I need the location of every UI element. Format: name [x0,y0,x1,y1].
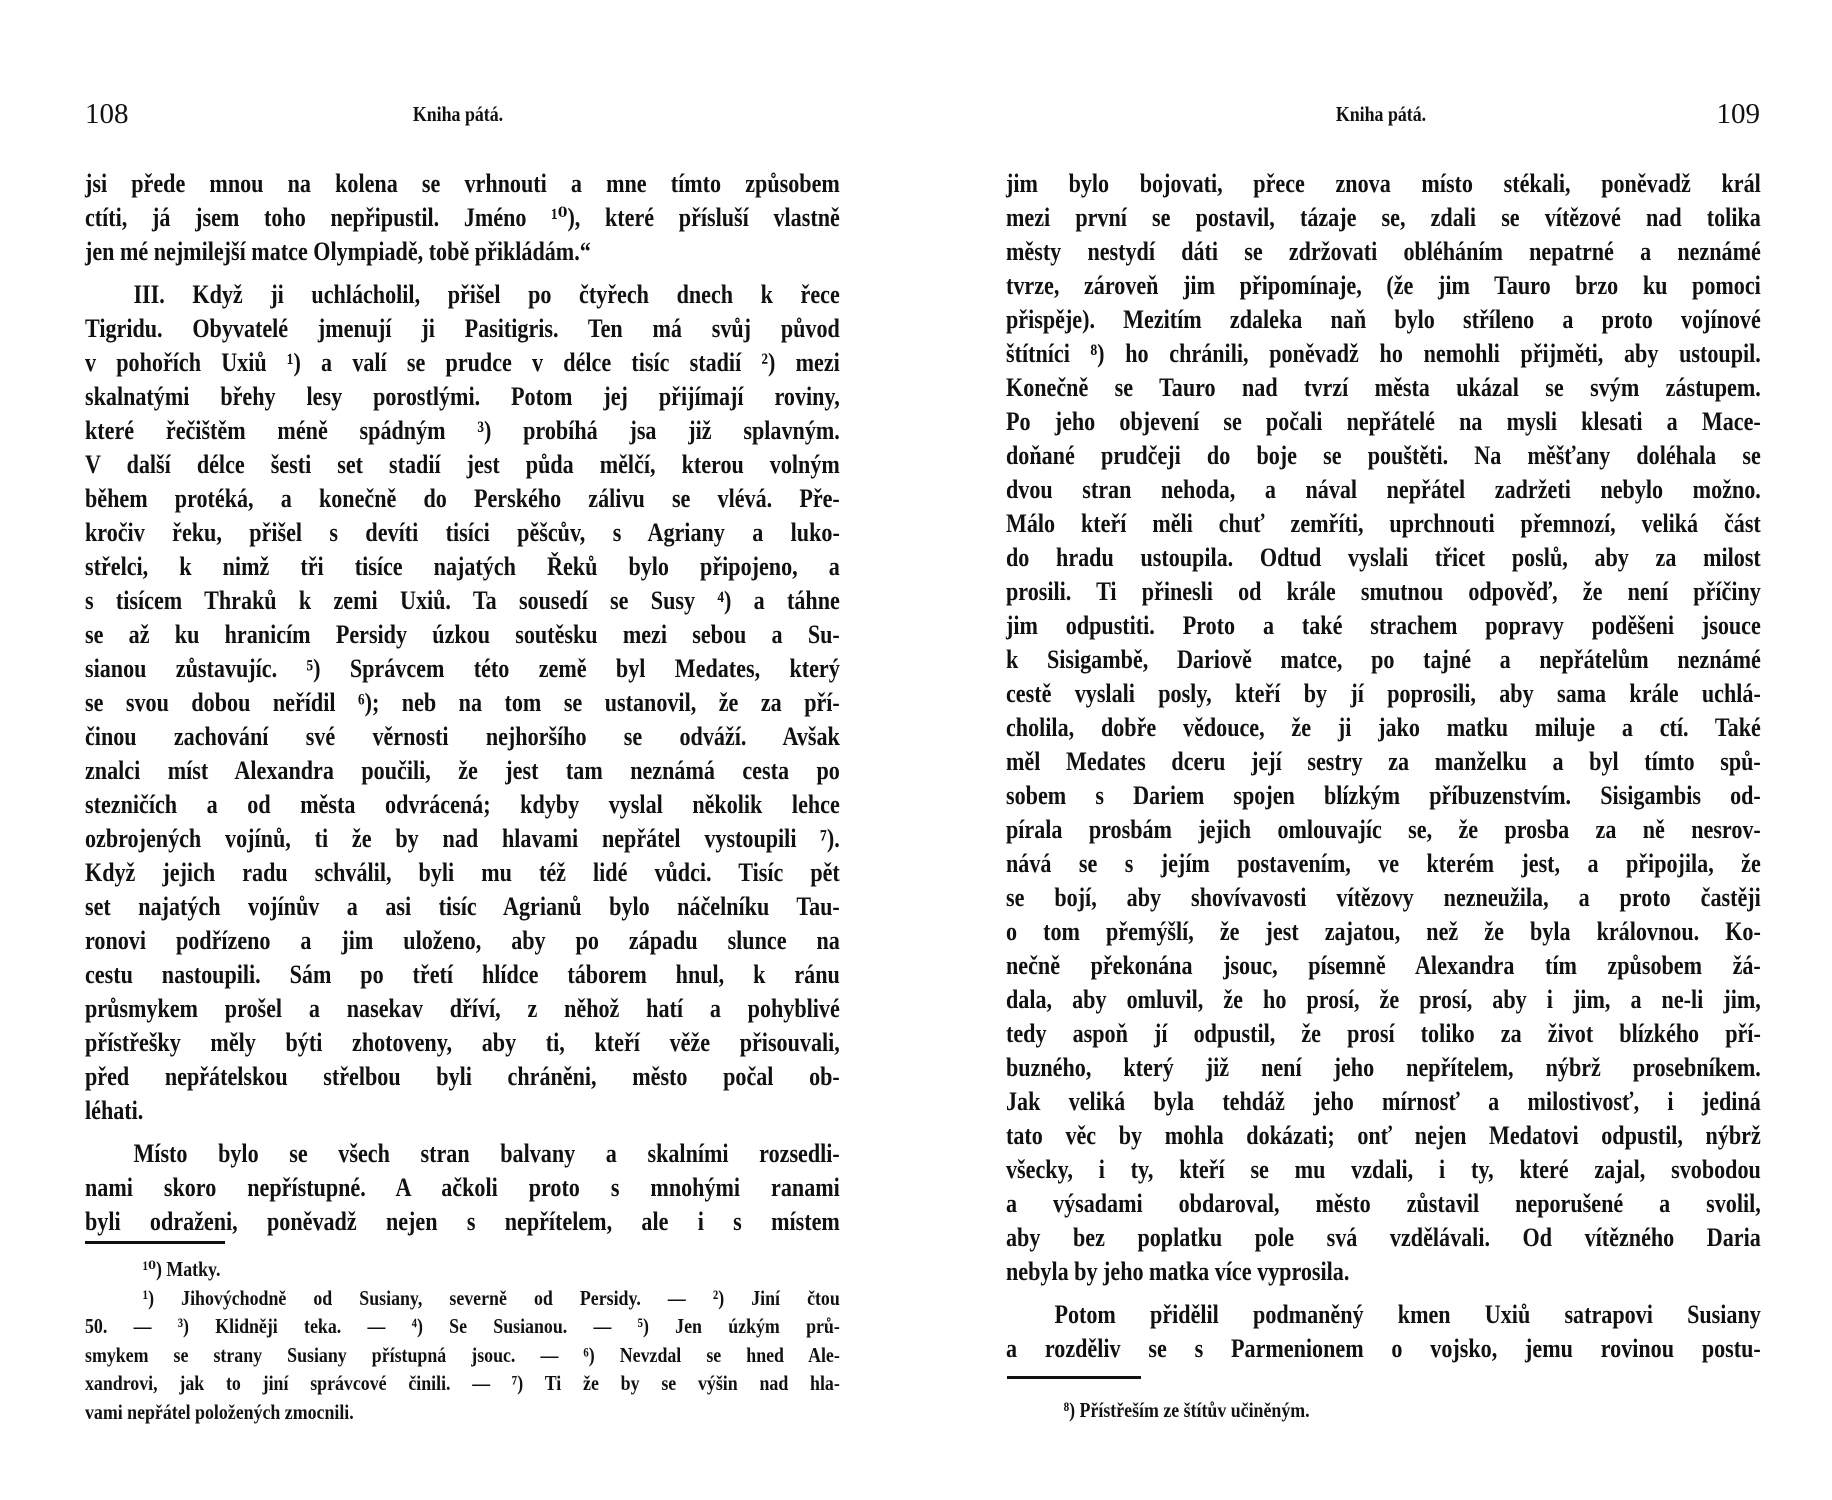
text-line: V další délce šesti set stadií jest půda mělčí, kterou volným [85,450,840,479]
text-line: a výsadami obdaroval, město zůstavil neporušené a svolil, [1006,1189,1761,1218]
text-line: se bojí, aby shovívavosti vítězovy nezneužila, a proto častěji [1006,883,1761,912]
text-line: nami skoro nepřístupné. A ačkoli proto s mnohými ranami [85,1173,840,1202]
paragraph [1006,167,1761,1289]
text-line: se svou dobou neřídil ⁶); neb na tom se ustanovil, že za pří- [85,688,840,717]
footnote-divider [85,1241,225,1244]
footnote-line: 50. — ³) Klidněji teka. — ⁴) Se Susianou. — ⁵) Jen úzkým prů- [85,1314,840,1339]
text-line: štítníci ⁸) ho chránili, poněvadž ho nemohli přijměti, aby ustoupil. [1006,339,1761,368]
text-line: se až ku hranicím Persidy úzkou soutěsku mezi sebou a Su- [85,620,840,649]
text-line: sobem s Dariem spojen blízkým příbuzenstvím. Sisigambis od- [1006,781,1761,810]
text-line: buzného, který již není jeho nepřítelem, nýbrž prosebníkem. [1006,1053,1761,1082]
text-line: III. Když ji uchlácholil, přišel po čtyřech dnech k řece [133,280,840,309]
text-line: Málo kteří měli chuť zemříti, uprchnouti přemnozí, veliká část [1006,509,1761,538]
text-line: skalnatými břehy lesy porostlými. Potom jej přijímají roviny, [85,382,840,411]
footnote-line: ¹) Jihovýchodně od Susiany, severně od Persidy. — ²) Jiní čtou [142,1285,840,1310]
text-line: jen mé nejmilejší matce Olympiadě, tobě přikládám.“ [85,237,591,266]
text-line: činou zachování své věrnosti nejhoršího se odváží. Avšak [85,722,840,751]
text-line: jsi přede mnou na kolena se vrhnouti a mne tímto způsobem [85,169,840,198]
text-line: cestu nastoupili. Sám po třetí hlídce táborem hnul, k ránu [85,960,840,989]
text-line: všecky, i ty, kteří se mu vzdali, i ty, které zajal, svobodou [1006,1155,1761,1184]
text-line: jim odpustiti. Proto a také strachem popravy poděšeni jsouce [1006,611,1761,640]
text-line: s tisícem Thraků k zemi Uxiů. Ta sousedí se Susy ⁴) a táhne [85,586,840,615]
text-line: dvou stran nehoda, a nával nepřátel zadržeti nebylo možno. [1006,475,1761,504]
text-line: ozbrojených vojínů, ti že by nad hlavami nepřátel vystoupili ⁷). [85,824,840,853]
text-line: městy nestydí dáti se zdržovati obléháním nepatrné a neznámé [1006,237,1761,266]
text-line: dala, aby omluvil, že ho prosí, že prosí, aby i jim, a ne-li jim, [1006,985,1761,1014]
text-line: Jak veliká byla tehdáž jeho mírnosť a milostivosť, i jediná [1006,1087,1761,1116]
paragraph [85,278,840,1128]
footnotes [1006,1396,1761,1425]
text-line: znalci míst Alexandra poučili, že jest tam neznámá cesta po [85,756,840,785]
footnote-line: ¹⁰) Matky. [142,1257,221,1281]
text-line: které řečištěm méně spádným ³) probíhá jsa již splavným. [85,416,840,445]
text-line: střelci, k nimž tři tisíce najatých Řeků bylo připojeno, a [85,552,840,581]
right-page [916,0,1832,1500]
text-line: tvrze, zároveň jim připomínaje, (že jim Tauro brzo ku pomoci [1006,271,1761,300]
text-line: nebyla by jeho matka více vyprosila. [1006,1257,1350,1286]
paragraph [85,167,840,269]
text-line: nečně překonána jsouc, písemně Alexandra tím způsobem žá- [1006,951,1761,980]
text-line: tato věc by mohla dokázati; onť nejen Medatovi odpustil, nýbrž [1006,1121,1761,1150]
text-line: během protéká, a konečně do Perského zálivu se vlévá. Pře- [85,484,840,513]
text-line: stezničích a od města odvrácená; kdyby vyslal několik lehce [85,790,840,819]
text-line: ctíti, já jsem toho nepřipustil. Jméno ¹⁰), které přísluší vlastně [85,203,840,232]
text-line: cholila, dobře vědouce, že ji jako matku miluje a ctí. Také [1006,713,1761,742]
text-line: léhati. [85,1096,144,1125]
text-line: Po jeho objevení se počali nepřátelé na mysli klesati a Mace- [1006,407,1761,436]
text-line: kročiv řeku, přišel s devíti tisíci pěšcův, s Agriany a luko- [85,518,840,547]
running-head: Kniha pátá. [1335,102,1427,126]
text-line: průsmykem prošel a nasekav dříví, z něhož hatí a pohyblivé [85,994,840,1023]
text-line: jim bylo bojovati, přece znova místo stékali, poněvadž král [1006,169,1761,198]
text-line: k Sisigambě, Dariově matce, po tajné a nepřátelům neznámé [1006,645,1761,674]
text-line: Místo bylo se všech stran balvany a skalními rozsedli- [133,1139,840,1168]
text-line: ronovi podřízeno a jim uloženo, aby po západu slunce na [85,926,840,955]
body-text [1006,167,1761,1375]
text-line: sianou zůstavujíc. ⁵) Správcem této země byl Medates, který [85,654,840,683]
text-line: Tigridu. Obyvatelé jmenují ji Pasitigris. Ten má svůj původ [85,314,840,343]
text-line: pírala prosbám jejich omlouvajíc se, že prosba za ně nesrov- [1006,815,1761,844]
text-line: aby bez poplatku pole svá vzdělávali. Od vítězného Daria [1006,1223,1761,1252]
page-number: 109 [1716,98,1760,130]
footnote-line: vami nepřátel položených zmocnili. [85,1399,354,1424]
footnote-line: ⁸) Přístřeším ze štítův učiněným. [1063,1398,1310,1422]
text-line: přístřešky měly býti zhotoveny, aby ti, kteří věže přisouvali, [85,1028,840,1057]
text-line: Když jejich radu schválil, byli mu též lidé vůdci. Tisíc pět [85,858,840,887]
text-line: do hradu ustoupila. Odtud vyslali třicet poslů, aby za milost [1006,543,1761,572]
text-line: Konečně se Tauro nad tvrzí města ukázal se svým zástupem. [1006,373,1761,402]
text-line: doňané prudčeji do boje se pouštěti. Na měšťany doléhala se [1006,441,1761,470]
footnote-divider [1007,1376,1141,1379]
footnote-line: smykem se strany Susiany přístupná jsouc. — ⁶) Nevzdal se hned Ale- [85,1342,840,1367]
footnote-line: xandrovi, jak to jiní správcové činili. — ⁷) Ti že by se výšin nad hla- [85,1371,840,1396]
text-line: byli odraženi, poněvadž nejen s nepřítelem, ale i s místem [85,1207,840,1236]
footnotes [85,1255,840,1427]
text-line: tedy aspoň jí odpustil, že prosí toliko za život blízkého pří- [1006,1019,1761,1048]
text-line: mezi první se postavil, tázaje se, zdali se vítězové nad tolika [1006,203,1761,232]
text-line: Potom přidělil podmaněný kmen Uxiů satrapovi Susiany [1054,1300,1761,1329]
text-line: v pohořích Uxiů ¹) a valí se prudce v délce tisíc stadií ²) mezi [85,348,840,377]
text-line: přispěje). Mezitím zdaleka naň bylo stříleno a proto vojínové [1006,305,1761,334]
text-line: měl Medates dceru její sestry za manželku a byl tímto spů- [1006,747,1761,776]
text-line: set najatých vojínův a asi tisíc Agrianů bylo náčelníku Tau- [85,892,840,921]
paragraph [1006,1298,1761,1366]
paragraph [85,1137,840,1239]
text-line: a rozděliv se s Parmenionem o vojsko, jemu rovinou postu- [1006,1334,1761,1363]
text-line: před nepřátelskou střelbou byli chráněni, město počal ob- [85,1062,840,1091]
text-line: o tom přemýšlí, že jest zajatou, než že byla královnou. Ko- [1006,917,1761,946]
body-text [85,167,840,1248]
page-number: 108 [85,98,129,130]
text-line: cestě vyslali posly, kteří by jí poprosili, aby sama krále uchlá- [1006,679,1761,708]
text-line: prosili. Ti přinesli od krále smutnou odpověď, že není příčiny [1006,577,1761,606]
running-head: Kniha pátá. [412,102,504,126]
text-line: nává se s jejím postavením, ve kterém jest, a připojila, že [1006,849,1761,878]
